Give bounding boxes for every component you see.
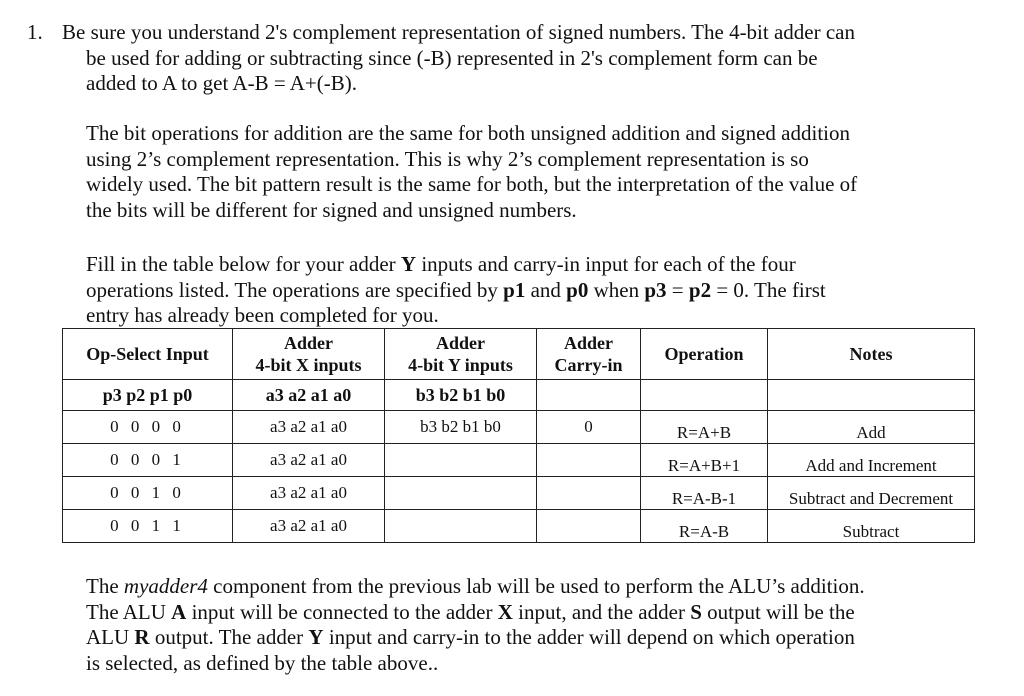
carry-in-cell bbox=[537, 510, 641, 543]
text-bold: Y bbox=[308, 625, 324, 649]
text-span: and bbox=[525, 277, 567, 302]
alu-operation-table bbox=[62, 328, 975, 543]
table-row bbox=[63, 411, 975, 444]
text-line: the bits will be different for signed and unsigned numbers. bbox=[86, 197, 577, 222]
table-row bbox=[63, 477, 975, 510]
operation-cell: R=A-B bbox=[641, 510, 768, 543]
header-line: 4-bit X inputs bbox=[255, 355, 362, 375]
text-bold: R bbox=[134, 625, 150, 649]
table-row bbox=[63, 510, 975, 543]
paragraph-myadder4 bbox=[86, 574, 946, 676]
header-line: Adder bbox=[436, 333, 485, 353]
table-row bbox=[63, 444, 975, 477]
text-bold: A bbox=[171, 599, 187, 624]
text-bold: Y bbox=[400, 252, 417, 276]
text-span: input and carry-in to the adder will depend on which operation bbox=[323, 625, 855, 649]
text-line bbox=[86, 600, 946, 626]
operation-cell: R=A-B-1 bbox=[641, 477, 768, 510]
op-select-cell: 0 0 1 0 bbox=[63, 477, 233, 510]
operation-cell: R=A+B+1 bbox=[641, 444, 768, 477]
text-span: component from the previous lab will be used to perform the ALU’s addition. bbox=[207, 574, 865, 598]
header-y-inputs bbox=[385, 329, 537, 380]
text-line bbox=[86, 278, 946, 304]
op-select-cell: 0 0 0 1 bbox=[63, 444, 233, 477]
text-span: Fill in the table below for your adder bbox=[86, 252, 401, 276]
header-x-inputs bbox=[233, 329, 385, 380]
x-input-cell: a3 a2 a1 a0 bbox=[233, 444, 385, 477]
text-italic: myadder4 bbox=[123, 574, 208, 598]
text-line: widely used. The bit pattern result is the same for both, but the interpretation of the value of bbox=[86, 172, 858, 196]
notes-cell: Subtract and Decrement bbox=[768, 477, 975, 510]
header-line: Adder bbox=[564, 333, 613, 353]
bits-y: b3 b2 b1 b0 bbox=[385, 380, 537, 411]
x-input-cell: a3 a2 a1 a0 bbox=[233, 510, 385, 543]
x-input-cell: a3 a2 a1 a0 bbox=[233, 411, 385, 444]
text-line bbox=[86, 574, 946, 600]
op-select-cell: 0 0 1 1 bbox=[63, 510, 233, 543]
x-input-cell: a3 a2 a1 a0 bbox=[233, 477, 385, 510]
text-line: entry has already been completed for you. bbox=[86, 303, 439, 327]
text-span: output. The adder bbox=[149, 625, 309, 649]
header-line: Carry-in bbox=[554, 355, 623, 375]
text-span: operations listed. The operations are specified by bbox=[86, 277, 504, 302]
text-line: using 2’s complement representation. This is why 2’s complement representation is so bbox=[86, 146, 809, 171]
y-input-cell bbox=[385, 477, 537, 510]
header-carry-in bbox=[537, 329, 641, 380]
text-span: inputs and carry-in input for each of the four bbox=[416, 252, 796, 276]
bits-operation bbox=[641, 380, 768, 411]
bits-x: a3 a2 a1 a0 bbox=[233, 380, 385, 411]
text-span: The bbox=[86, 574, 124, 598]
header-line: Adder bbox=[284, 333, 333, 353]
header-notes: Notes bbox=[768, 329, 975, 380]
operation-cell: R=A+B bbox=[641, 411, 768, 444]
paragraph-bit-operations bbox=[86, 121, 946, 223]
op-select-cell: 0 0 0 0 bbox=[63, 411, 233, 444]
notes-cell: Add bbox=[768, 411, 975, 444]
paragraph-intro bbox=[62, 20, 962, 97]
header-op-select: Op-Select Input bbox=[63, 329, 233, 380]
text-span: The ALU bbox=[86, 599, 172, 624]
item-number: 1. bbox=[27, 20, 43, 44]
carry-in-cell bbox=[537, 477, 641, 510]
text-bold: X bbox=[497, 599, 513, 624]
bits-op: p3 p2 p1 p0 bbox=[63, 380, 233, 411]
text-line: is selected, as defined by the table above.. bbox=[86, 650, 439, 675]
paragraph-instructions bbox=[86, 252, 946, 329]
text-line bbox=[86, 625, 946, 651]
text-bold: p2 bbox=[688, 277, 712, 302]
bits-cin bbox=[537, 380, 641, 411]
text-bold: S bbox=[690, 599, 702, 624]
notes-cell: Add and Increment bbox=[768, 444, 975, 477]
text-span: when bbox=[588, 277, 645, 302]
text-line: Be sure you understand 2's complement representation of signed numbers. The 4-bit adder can bbox=[62, 20, 856, 44]
text-span: input, and the adder bbox=[512, 599, 691, 624]
carry-in-cell bbox=[537, 444, 641, 477]
notes-cell: Subtract bbox=[768, 510, 975, 543]
text-span: ALU bbox=[86, 625, 135, 649]
y-input-cell bbox=[385, 510, 537, 543]
text-span: = bbox=[666, 277, 689, 302]
text-span: = 0. The first bbox=[711, 277, 826, 302]
text-line: The bit operations for addition are the same for both unsigned addition and signed addition bbox=[86, 121, 850, 145]
text-span: output will be the bbox=[701, 599, 855, 624]
text-line: added to A to get A-B = A+(-B). bbox=[86, 71, 358, 95]
carry-in-cell: 0 bbox=[537, 411, 641, 444]
text-bold: p1 bbox=[503, 277, 526, 302]
text-bold: p3 bbox=[644, 277, 667, 302]
header-line: 4-bit Y inputs bbox=[408, 355, 513, 375]
y-input-cell: b3 b2 b1 b0 bbox=[385, 411, 537, 444]
header-operation: Operation bbox=[641, 329, 768, 380]
text-span: input will be connected to the adder bbox=[186, 599, 498, 624]
text-line: be used for adding or subtracting since (-B) represented in 2's complement form can be bbox=[86, 45, 818, 70]
y-input-cell bbox=[385, 444, 537, 477]
bits-notes bbox=[768, 380, 975, 411]
text-line bbox=[86, 252, 946, 278]
text-bold: p0 bbox=[566, 277, 589, 302]
